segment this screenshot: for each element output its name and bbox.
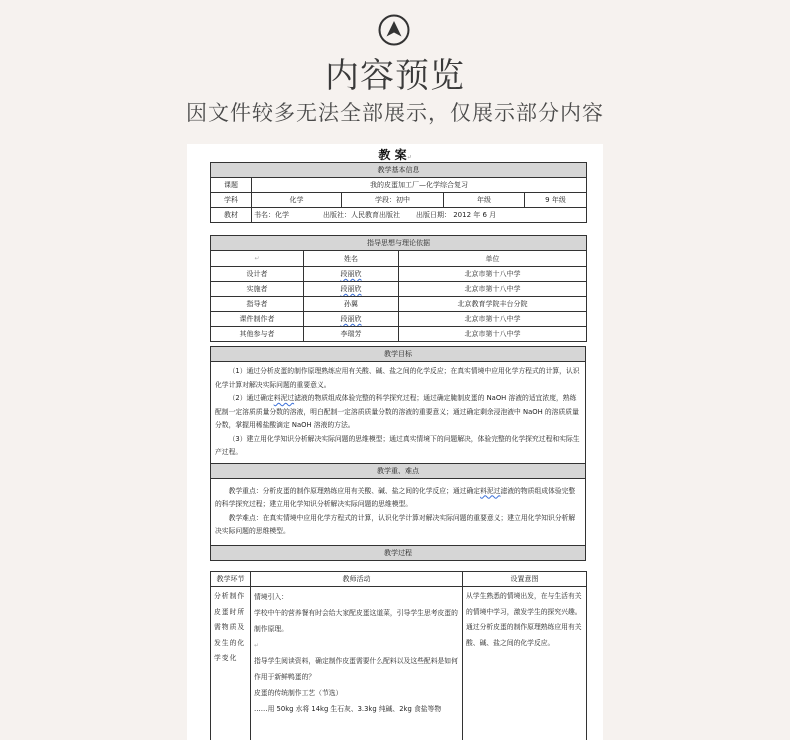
grade-label: 年级 — [444, 193, 525, 208]
page-subtitle: 因文件较多无法全部展示，仅展示部分内容 — [186, 101, 604, 125]
goals-text: （1）通过分析皮蛋的制作原理熟练应用有关酸、碱、盐之间的化学反应；在真实情境中应用化学方程式的计算，认识化学计算对解决实际问题的重要意义。 （2）通过确定料泥过滤液的物质组成体验完整的科学探究过程；通过确定腌制皮蛋的 NaOH 溶液的适宜浓度，熟练配制一定溶质质量分数的溶液，明白配制一定溶质质量分数的溶液的重要意义；通过确定剩余浸泡液中 NaOH 的溶质质量分数，掌握用稀盐酸滴定 NaOH 溶液的方法。 （3）建立用化学知识分析解决实际问题的思维模型；通过真实情境下的问题解决，体验完整的化学探究过程和实际生产过程。 — [211, 362, 586, 464]
section-header: 教学过程 — [211, 545, 586, 560]
intent-cell: 从学生熟悉的情境出发，在与生活有关的情境中学习，激发学生的探究兴趣。通过分析皮蛋的制作原理熟练应用有关酸、碱、盐之间的化学反应。 — [463, 587, 587, 740]
person-name: 段丽欣 — [340, 315, 362, 323]
stage-cell: 分析制作皮蛋时所需物质及发生的化学变化 — [211, 587, 251, 740]
doc-title: 教 案↵ — [378, 148, 412, 162]
section-header: 教学目标 — [211, 347, 586, 362]
col-intent-header: 设置意图 — [463, 572, 587, 587]
stage-value: 学段：初中 — [342, 193, 444, 208]
teacher-activity-cell: 情境引入： 学校中午的营养餐有时会给大家配皮蛋这道菜，引导学生思考皮蛋的制作原理。 ↵ 指导学生阅读资料，确定制作皮蛋需要什么配料以及这些配料是如何作用于新鲜鸭蛋的？ 皮蛋的传统制作工艺（节选） ……用 50kg 水将 14kg 生石灰、3.3kg 纯碱、2kg 食盐等物 — [251, 587, 463, 740]
person-name: 孙翼 — [304, 297, 399, 312]
subject-label: 学科 — [211, 193, 252, 208]
col-teacher-header: 教师活动 — [251, 572, 463, 587]
table-row: 设计者 段丽欣 北京市第十八中学 — [211, 267, 587, 282]
table-row: 其他参与者 李瑞芳 北京市第十八中学 — [211, 327, 587, 342]
person-name: 段丽欣 — [340, 285, 362, 293]
topic-value: 我的皮蛋加工厂—化学综合复习 — [252, 178, 587, 193]
grade-value: 9 年级 — [525, 193, 587, 208]
goals-table — [210, 346, 586, 561]
up-arrow-logo-icon — [378, 14, 410, 46]
table-row: 指导者 孙翼 北京教育学院丰台分院 — [211, 297, 587, 312]
section-header: 教学重、难点 — [211, 463, 586, 478]
page-title: 内容预览 — [325, 56, 465, 96]
col-unit-header: 单位 — [399, 251, 587, 267]
section-header: 指导思想与理论依据 — [211, 236, 587, 251]
subject-value: 化学 — [252, 193, 342, 208]
key-points-text: 教学重点：分析皮蛋的制作原理熟练应用有关酸、碱、盐之间的化学反应；通过确定料泥过滤液的物质组成体验完整的科学探究过程；建立用化学知识分析解决实际问题的思维模型。 教学难点：在真实情境中应用化学方程式的计算，认识化学计算对解决实际问题的重要意义；建立用化学知识分析解决实际问题的思维模型。 — [211, 478, 586, 545]
process-table — [210, 571, 587, 740]
table-row: 课件制作者 段丽欣 北京市第十八中学 — [211, 312, 587, 327]
table-row: 实施者 段丽欣 北京市第十八中学 — [211, 282, 587, 297]
person-name: 段丽欣 — [340, 270, 362, 278]
people-table — [210, 235, 587, 342]
document-preview — [187, 144, 603, 740]
textbook-value: 书名：化学 出版社：人民教育出版社 出版日期： 2012 年 6 月 — [252, 208, 587, 223]
basic-info-table — [210, 162, 587, 223]
corner-cell: ↵ — [211, 251, 304, 267]
textbook-label: 教材 — [211, 208, 252, 223]
col-stage-header: 教学环节 — [211, 572, 251, 587]
topic-label: 课题 — [211, 178, 252, 193]
col-name-header: 姓名 — [304, 251, 399, 267]
section-header: 教学基本信息 — [211, 163, 587, 178]
person-name: 李瑞芳 — [304, 327, 399, 342]
